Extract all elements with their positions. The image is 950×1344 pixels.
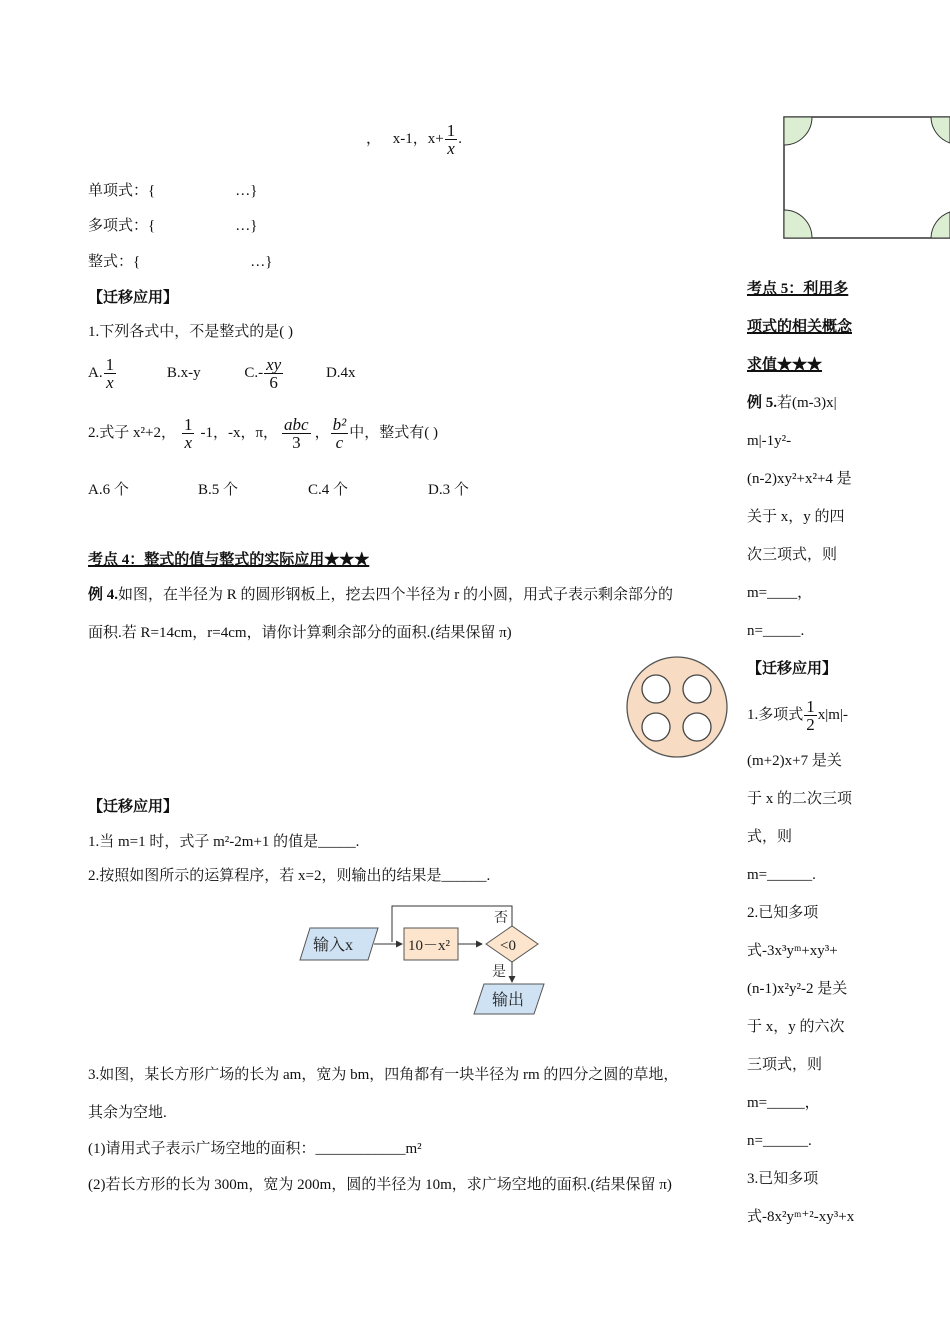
q1-options <box>88 356 356 391</box>
m-line-9: m=_____， <box>747 1095 820 1111</box>
m-line-7: 于 x，y 的六次 <box>747 1019 845 1035</box>
m-line-11: 3.已知多项 <box>747 1171 819 1187</box>
option-b: B.x-y <box>166 364 201 381</box>
example-5-line-0: 例 5.若(m-3)x| <box>747 395 837 411</box>
question-m2-3-line2: 其余为空地. <box>88 1105 167 1121</box>
flowchart <box>298 902 550 1024</box>
section-5-title-2: 项式的相关概念 <box>747 319 853 335</box>
output-label: 输出 <box>492 992 525 1009</box>
m-line-8: 三项式，则 <box>747 1057 823 1073</box>
m-line-3: m=______. <box>747 867 816 883</box>
example-5-line-4: 次三项式，则 <box>747 547 838 563</box>
yes-label: 是 <box>492 965 506 980</box>
m-line-6: (n-1)x²y²-2 是关 <box>747 981 848 997</box>
fraction-1-over-x: $\frac{1}{x}$ <box>446 121 456 158</box>
section-4-title: 考点 4：整式的值与整式的实际应用★★★ <box>88 552 370 568</box>
input-label: 输入x <box>313 937 354 954</box>
option-d: D.4x <box>325 364 356 381</box>
m-line-1: 于 x 的二次三项 <box>747 791 853 807</box>
question-m2-3-line1: 3.如图，某长方形广场的长为 am，宽为 bm，四角都有一块半径为 rm 的四分之圆的草地， <box>88 1067 679 1083</box>
question-2: 2.式子 x²+2， $\frac{1}{x}$ -1，-x，π， $\frac{\text{abc}}{3}$ ， $\frac{\text{b²}}{c}$ 中，整式有( ) <box>88 415 438 452</box>
question-m2-3-part1: (1)请用式子表示广场空地的面积：____________m² <box>88 1141 422 1157</box>
m1-line: 1.多项式 $\frac{1}{2}$ x|m|- <box>747 697 848 735</box>
example-5-line-2: (n-2)xy²+x²+4 是 <box>747 471 852 487</box>
example-5-line-5: m=____， <box>747 585 813 601</box>
m-line-4: 2.已知多项 <box>747 905 819 921</box>
example-4-line1: 例 4.如图，在半径为 R 的圆形钢板上，挖去四个半径为 r 的小圆，用式子表示剩余部分的 <box>88 587 674 603</box>
m-line-5: 式-3x³yᵐ+xy³+ <box>747 943 838 959</box>
integral-expression-set: 整式：{ …} <box>88 254 273 270</box>
steel-plate-figure <box>625 655 729 759</box>
no-label: 否 <box>494 911 508 926</box>
decision-label: <0 <box>500 938 516 954</box>
process-label: 10－x² <box>408 938 450 954</box>
example-5-line-6: n=_____. <box>747 623 805 639</box>
monomial-set: 单项式：{ …} <box>88 183 258 199</box>
question-1: 1.下列各式中，不是整式的是( ) <box>88 324 293 340</box>
example-5-line-3: 关于 x，y 的四 <box>747 509 845 525</box>
m-line-2: 式，则 <box>747 829 793 845</box>
question-m2-2: 2.按照如图所示的运算程序，若 x=2，则输出的结果是______. <box>88 868 491 884</box>
right-column <box>747 270 872 1236</box>
option-c: C.- $\frac{xy}{6}$ <box>244 355 282 392</box>
example-5-line-1: m|-1y²- <box>747 433 792 449</box>
m-line-10: n=______. <box>747 1133 812 1149</box>
polynomial-set: 多项式：{ …} <box>88 218 258 234</box>
section-5-title-3: 求值★★★ <box>747 357 823 373</box>
q2-options: A.6 个 B.5 个 C.4 个 D.3 个 <box>88 482 469 498</box>
migrate-header-3: 【迁移应用】 <box>747 661 838 677</box>
m-line-0: (m+2)x+7 是关 <box>747 753 842 769</box>
option-a: A. $\frac{1}{x}$ <box>88 355 115 392</box>
question-m2-3-part2: (2)若长方形的长为 300m，宽为 200m，圆的半径为 10m，求广场空地的面积.(结果保留 π) <box>88 1177 672 1193</box>
migrate-header-1: 【迁移应用】 <box>88 290 179 306</box>
example-4-line2: 面积.若 R=14cm，r=4cm，请你计算剩余部分的面积.(结果保留 π) <box>88 625 512 641</box>
question-m2-1: 1.当 m=1 时，式子 m²-2m+1 的值是_____. <box>88 834 360 850</box>
square-plaza-figure <box>783 116 950 239</box>
section-5-title-1: 考点 5：利用多 <box>747 281 849 297</box>
top-expression: ， x-1，x+ $\frac{1}{x}$ . <box>366 121 462 158</box>
m-line-12: 式-8x²yᵐ⁺²-xy³+x <box>747 1209 855 1225</box>
migrate-header-2: 【迁移应用】 <box>88 799 179 815</box>
